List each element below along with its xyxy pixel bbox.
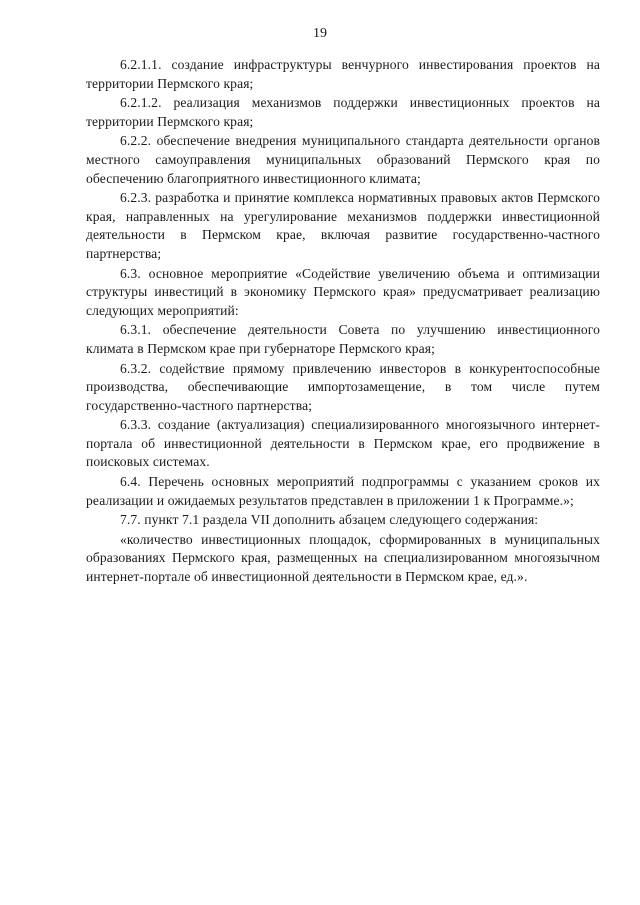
- paragraph-6-2-2: 6.2.2. обеспечение внедрения муниципального стандарта деятельности органов местного самоуправления муниципальных образований Пермского края по обеспечению благоприятного инвестиционного климата;: [86, 133, 600, 186]
- paragraph-6-2-3: 6.2.3. разработка и принятие комплекса нормативных правовых актов Пермского края, направленных на урегулирование механизмов поддержки инвестиционной деятельности в Пермском крае, включая развитие государственно-частного партнерства;: [86, 190, 600, 261]
- paragraph-6-4: 6.4. Перечень основных мероприятий подпрограммы с указанием сроков их реализации и ожидаемых результатов представлен в приложении 1 к Программе.»;: [86, 474, 600, 508]
- paragraph-7-7: 7.7. пункт 7.1 раздела VII дополнить абзацем следующего содержания:: [120, 512, 539, 528]
- paragraph-6-3-2: 6.3.2. содействие прямому привлечению инвесторов в конкурентоспособные производства, обеспечивающие импортозамещение, в том числе путем государственно-частного партнерства;: [86, 360, 600, 413]
- paragraph-6-3-3: 6.3.3. создание (актуализация) специализированного многоязычного интернет-портала об инвестиционной деятельности в Пермском крае, его продвижение в поисковых системах.: [86, 417, 600, 470]
- paragraph-quote: «количество инвестиционных площадок, сформированных в муниципальных образованиях Пермского края, размещенных на специализированном многоязычном интернет-портале об инвестиционной деятельности в Пермском крае, ед.».: [86, 531, 600, 585]
- paragraph-6-3-1: 6.3.1. обеспечение деятельности Совета по улучшению инвестиционного климата в Пермском крае при губернаторе Пермского края;: [86, 322, 600, 356]
- paragraph-6-2-1-2: 6.2.1.2. реализация механизмов поддержки инвестиционных проектов на территории Пермского края;: [86, 95, 600, 129]
- paragraph-6-3: 6.3. основное мероприятие «Содействие увеличению объема и оптимизации структуры инвестиций в экономику Пермского края» предусматривает реализацию следующих мероприятий:: [86, 265, 600, 318]
- paragraph-6-2-1-1: 6.2.1.1. создание инфраструктуры венчурного инвестирования проектов на территории Пермского края;: [86, 57, 600, 91]
- document-body: [86, 56, 600, 587]
- page-number: 19: [313, 26, 327, 41]
